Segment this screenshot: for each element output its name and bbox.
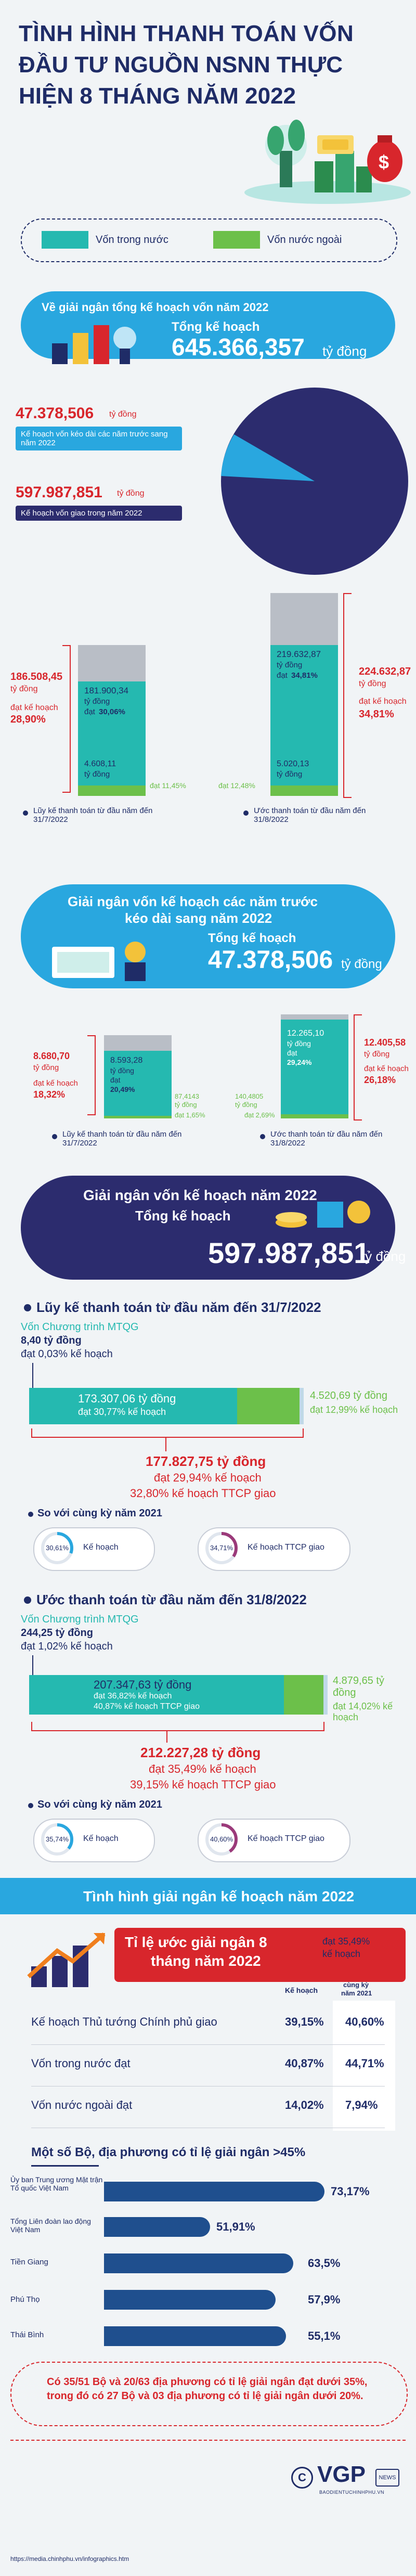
- section2-total-unit: tỷ đồng: [341, 957, 382, 971]
- section1-illustration: [42, 317, 140, 364]
- july-domestic-value: 173.307,06 tỷ đồng: [78, 1392, 176, 1405]
- section5-heading: Một số Bộ, địa phương có tỉ lệ giải ngân >45%: [31, 2145, 306, 2159]
- july-ring2-value: 34,71%: [210, 1544, 233, 1552]
- s2-bar2-foreign-value: 140,4805: [235, 1092, 264, 1100]
- table-col2-header-1: cùng kỳ: [343, 1981, 369, 1989]
- rank-item-4-value: 57,9%: [308, 2293, 341, 2306]
- section1-total-unit: tỷ đồng: [322, 343, 367, 359]
- july-foreign-pct: đạt 12,99% kế hoạch: [310, 1405, 398, 1415]
- rank-item-2-value: 51,91%: [216, 2220, 255, 2233]
- section3-heading: Giải ngân vốn kế hoạch năm 2022: [83, 1187, 317, 1203]
- table-row-1-label: Kế hoạch Thủ tướng Chính phủ giao: [31, 2015, 217, 2028]
- aug-compare-dot: [28, 1803, 33, 1808]
- section4-heading: Tình hình giải ngân kế hoạch năm 2022: [83, 1888, 355, 1904]
- s1-bar2-pct: 34,81%: [359, 709, 394, 720]
- aug-domestic-pct1: đạt 36,82% kế hoạch: [94, 1692, 172, 1701]
- pie-item-2-label: Kế hoạch vốn giao trong năm 2022: [16, 506, 182, 521]
- aug-compare-heading: So với cùng kỳ năm 2021: [37, 1799, 162, 1810]
- aug-mtqg-label: Vốn Chương trình MTQG: [21, 1614, 139, 1625]
- aug-ring2-label: Kế hoạch TTCP giao: [248, 1834, 324, 1843]
- rank-item-2-label: Tổng Liên đoàn lao động Việt Nam: [10, 2217, 91, 2234]
- brand-logo: VGP: [317, 2462, 366, 2487]
- s2-bar2-domestic-unit: tỷ đồng: [287, 1039, 311, 1048]
- s2-bar1-domestic-unit: tỷ đồng: [110, 1066, 134, 1075]
- s2-bar1-total-unit: tỷ đồng: [33, 1063, 59, 1072]
- legend-domestic-swatch: [42, 231, 88, 249]
- section1-total-value: 645.366,357: [172, 333, 305, 360]
- s2-bar1-bracket: [87, 1035, 96, 1115]
- pie-item-1-value: 47.378,506: [16, 405, 94, 422]
- table-row-1-v2: 40,60%: [345, 2015, 384, 2028]
- aug-foreign-value: 4.879,65 tỷ đồng: [333, 1675, 384, 1698]
- july-foreign-value: 4.520,69 tỷ đồng: [310, 1390, 388, 1401]
- estimate-value: đạt 35,49%: [322, 1936, 370, 1947]
- rank-item-1-bar: [104, 2182, 324, 2201]
- july-mtqg-label: Vốn Chương trình MTQG: [21, 1321, 139, 1333]
- pie-item-1-label: Kế hoạch vốn kéo dài các năm trước sang năm 2022: [16, 427, 182, 450]
- pie-item-2-unit: tỷ đồng: [117, 489, 145, 498]
- s2-bar2-bracket: [354, 1014, 362, 1120]
- aug-heading-dot: [24, 1596, 31, 1604]
- july-heading: Lũy kế thanh toán từ đầu năm đến 31/7/2022: [36, 1299, 321, 1315]
- july-mtqg-value: 8,40 tỷ đồng: [21, 1335, 82, 1346]
- aug-bracket-tick: [166, 1730, 167, 1743]
- s1-bar2-domestic-pct: 34,81%: [291, 671, 318, 680]
- estimate-suffix: kế hoạch: [322, 1949, 361, 1959]
- s1-bar1-domestic-pct-label: đạt: [84, 707, 95, 716]
- s2-bar1-total: 8.680,70: [33, 1051, 70, 1061]
- aug-bar-foreign: [284, 1675, 323, 1715]
- money-bag-icon: [367, 135, 402, 182]
- s1-bar2-bracket: [343, 593, 352, 798]
- july-bar-bg: [300, 1388, 304, 1424]
- july-domestic-pct: đạt 30,77% kế hoạch: [78, 1407, 166, 1417]
- brand-news-badge: NEWS: [375, 2469, 399, 2487]
- table-col2-header-2: năm 2021: [341, 1989, 372, 1997]
- section2-illustration: [47, 931, 161, 983]
- s2-bar2-total-unit: tỷ đồng: [364, 1050, 390, 1059]
- s1-bar2-foreign-unit: tỷ đồng: [277, 770, 303, 779]
- july-compare-dot: [28, 1512, 33, 1517]
- july-ring2-label: Kế hoạch TTCP giao: [248, 1543, 324, 1552]
- s2-bar2-foreign: [281, 1114, 348, 1118]
- section1-heading: Về giải ngân tổng kế hoạch vốn năm 2022: [42, 301, 269, 314]
- table-row-1-v1: 39,15%: [285, 2015, 324, 2028]
- rank-item-3-value: 63,5%: [308, 2257, 341, 2270]
- section3-illustration: [270, 1191, 374, 1233]
- aug-total-pct1: đạt 35,49% kế hoạch: [149, 1762, 256, 1775]
- s1-bar2-domestic-unit: tỷ đồng: [277, 661, 303, 669]
- s2-bar1-domestic-value: 8.593,28: [110, 1056, 143, 1065]
- s1-bar2-total-unit: tỷ đồng: [359, 679, 386, 688]
- header-illustration: [224, 104, 411, 208]
- table-row-3-v2: 7,94%: [345, 2098, 378, 2111]
- s2-bar2-foreign-unit: tỷ đồng: [235, 1101, 257, 1109]
- rank-item-5-bar: [104, 2326, 286, 2346]
- s1-bar1-foreign: [78, 785, 146, 796]
- section2-heading-1: Giải ngân vốn kế hoạch các năm trước: [68, 894, 318, 909]
- july-bracket-tick: [165, 1437, 166, 1451]
- growth-arrow-icon: [26, 1930, 109, 1992]
- july-total-pct1: đạt 29,94% kế hoạch: [154, 1471, 262, 1484]
- s1-bar1-total-unit: tỷ đồng: [10, 685, 38, 693]
- table-row-2-label: Vốn trong nước đạt: [31, 2057, 131, 2070]
- pie-item-1-unit: tỷ đồng: [109, 410, 137, 419]
- july-ring1-label: Kế hoạch: [83, 1543, 119, 1552]
- s2-bar1-pct: 18,32%: [33, 1089, 66, 1100]
- s2-bar1-foreign-pct: đạt 1,65%: [175, 1111, 205, 1119]
- copyright-icon: C: [291, 2467, 313, 2489]
- aug-bracket: [31, 1722, 324, 1731]
- rank-item-4-label: Phú Thọ: [10, 2295, 40, 2304]
- s1-bar2-foreign: [270, 785, 338, 796]
- aug-domestic-value: 207.347,63 tỷ đồng: [94, 1678, 192, 1691]
- s1-bar1-pct: 28,90%: [10, 714, 46, 725]
- rank-item-3-label: Tiền Giang: [10, 2258, 48, 2266]
- aug-bar-bg: [323, 1675, 328, 1715]
- s1-bar1-foreign-unit: tỷ đồng: [84, 770, 110, 779]
- s2-bar2-domestic-value: 12.265,10: [287, 1029, 324, 1038]
- section3-total-label: Tổng kế hoạch: [135, 1208, 231, 1223]
- title-line-3: HIỆN 8 THÁNG NĂM 2022: [19, 83, 296, 109]
- s2-bar1-foreign-value: 87,4143: [175, 1092, 199, 1100]
- july-total-value: 177.827,75 tỷ đồng: [146, 1453, 266, 1469]
- s1-bar1-domestic-pct: 30,06%: [99, 707, 125, 716]
- s1-bar1-caption-dot: [23, 810, 28, 816]
- rank-item-4-bar: [104, 2290, 276, 2310]
- s2-bar1-domestic-pct: 20,49%: [110, 1085, 135, 1093]
- s2-bar1-caption-dot: [52, 1134, 57, 1139]
- s1-bar1-domestic-unit: tỷ đồng: [84, 697, 110, 706]
- s2-bar1-pct-label: đạt kế hoạch: [33, 1079, 78, 1088]
- aug-heading: Ước thanh toán từ đầu năm đến 31/8/2022: [36, 1592, 307, 1607]
- footer-source: https://media.chinhphu.vn/infographics.htm: [10, 2555, 129, 2562]
- pie-item-2-value: 597.987,851: [16, 484, 102, 501]
- s2-bar1-foreign: [104, 1116, 172, 1118]
- aug-foreign-pct: đạt 14,02% kế hoạch: [333, 1701, 393, 1722]
- table-row-3-label: Vốn nước ngoài đạt: [31, 2098, 133, 2111]
- table-row-3-v1: 14,02%: [285, 2098, 324, 2111]
- s2-bar2-total: 12.405,58: [364, 1037, 406, 1048]
- table-col1-header: Kế hoạch: [285, 1986, 318, 1994]
- aug-ring1-label: Kế hoạch: [83, 1834, 119, 1843]
- aug-ring1-value: 35,74%: [46, 1835, 69, 1843]
- rank-item-2-bar: [104, 2217, 210, 2237]
- aug-mtqg-value: 244,25 tỷ đồng: [21, 1627, 93, 1639]
- s2-bar1-caption: Lũy kế thanh toán từ đầu năm đến 31/7/2022: [62, 1130, 182, 1148]
- section2-total-label: Tổng kế hoạch: [208, 931, 296, 945]
- s1-bar1-pct-label: đạt kế hoạch: [10, 703, 58, 712]
- s2-bar2-pct: 26,18%: [364, 1075, 396, 1085]
- section3-total-value: 597.987,851: [208, 1237, 370, 1269]
- estimate-label-1: Tỉ lệ ước giải ngân 8: [125, 1934, 267, 1950]
- july-ring1-value: 30,61%: [46, 1544, 69, 1552]
- coin-stack-icon: [315, 151, 372, 192]
- s1-bar1-bracket: [62, 645, 71, 793]
- estimate-label-2: tháng năm 2022: [151, 1953, 261, 1969]
- section3-total-unit: tỷ đồng: [361, 1248, 406, 1264]
- legend-domestic-label: Vốn trong nước: [96, 234, 168, 246]
- s1-bar2-foreign-pct: đạt 12,48%: [218, 781, 255, 790]
- s1-bar1-domestic-value: 181.900,34: [84, 686, 129, 695]
- svg-text:$: $: [379, 151, 389, 173]
- title-line-2: ĐẦU TƯ NGUỒN NSNN THỰC: [19, 52, 343, 78]
- rank-item-1-value: 73,17%: [331, 2185, 370, 2198]
- s2-bar2-domestic-pct-label: đạt: [287, 1049, 297, 1057]
- july-mtqg-line: [32, 1363, 33, 1389]
- s2-bar2-domestic-pct: 29,24%: [287, 1058, 312, 1066]
- s1-bar1-total: 186.508,45: [10, 671, 63, 682]
- section5-underline: [31, 2165, 99, 2167]
- s2-bar1-foreign-unit: tỷ đồng: [175, 1101, 197, 1109]
- s1-bar1-foreign-pct: đạt 11,45%: [150, 781, 186, 790]
- aug-total-value: 212.227,28 tỷ đồng: [140, 1745, 261, 1760]
- s2-bar2-foreign-pct: đạt 2,69%: [244, 1111, 275, 1119]
- legend-foreign-swatch: [213, 231, 260, 249]
- s1-bar1-caption: Lũy kế thanh toán từ đầu năm đến 31/7/2022: [33, 806, 153, 824]
- section2-total-value: 47.378,506: [208, 946, 333, 974]
- s1-bar2-pct-label: đạt kế hoạch: [359, 697, 407, 706]
- s1-bar2-total: 224.632,87: [359, 666, 411, 677]
- title-line-1: TÌNH HÌNH THANH TOÁN VỐN: [19, 21, 354, 46]
- aug-ring2-value: 40,60%: [210, 1835, 233, 1843]
- july-compare-heading: So với cùng kỳ năm 2021: [37, 1508, 162, 1519]
- section1-total-label: Tổng kế hoạch: [172, 320, 260, 334]
- table-row-2-v1: 40,87%: [285, 2057, 324, 2070]
- july-total-pct2: 32,80% kế hoạch TTCP giao: [130, 1487, 276, 1500]
- rank-item-5-label: Thái Bình: [10, 2330, 44, 2339]
- rank-item-1-label: Ủy ban Trung ương Mặt trận Tổ quốc Việt Nam: [10, 2175, 103, 2192]
- july-bar-foreign: [237, 1388, 300, 1424]
- note-text: Có 35/51 Bộ và 20/63 địa phương có tỉ lệ giải ngân đạt dưới 35%, trong đó có 27 Bộ và 03 địa phương có tỉ lệ giải ngân dưới 20%.: [47, 2376, 368, 2402]
- aug-domestic-pct2: 40,87% kế hoạch TTCP giao: [94, 1702, 200, 1711]
- rank-item-3-bar: [104, 2253, 293, 2273]
- table-divider-1: [31, 2044, 385, 2045]
- aug-mtqg-line: [32, 1655, 33, 1676]
- brand-subtitle: BAODIENTUCHINHPHU.VN: [319, 2490, 385, 2495]
- july-mtqg-pct: đạt 0,03% kế hoạch: [21, 1348, 113, 1360]
- section1-pie-chart: [218, 385, 411, 577]
- legend-foreign-label: Vốn nước ngoài: [267, 234, 342, 246]
- s2-bar2-caption: Ước thanh toán từ đầu năm đến 31/8/2022: [270, 1130, 383, 1148]
- s2-bar2-caption-dot: [260, 1134, 265, 1139]
- july-bracket: [31, 1428, 304, 1438]
- aug-mtqg-pct: đạt 1,02% kế hoạch: [21, 1641, 113, 1652]
- s1-bar2-foreign-value: 5.020,13: [277, 759, 309, 768]
- rank-item-5-value: 55,1%: [308, 2329, 341, 2342]
- s1-bar2-domestic-value: 219.632,87: [277, 649, 321, 659]
- table-row-2-v2: 44,71%: [345, 2057, 384, 2070]
- s1-bar2-domestic-pct-label: đạt: [277, 671, 288, 680]
- banknote-icon: [317, 135, 354, 154]
- s2-bar1-domestic-pct-label: đạt: [110, 1076, 121, 1084]
- s2-bar2-pct-label: đạt kế hoạch: [364, 1064, 409, 1073]
- section2-heading-2: kéo dài sang năm 2022: [125, 910, 272, 926]
- footer-dashed-line: [10, 2440, 406, 2441]
- s1-bar2-caption: Ước thanh toán từ đầu năm đến 31/8/2022: [254, 806, 366, 824]
- s1-bar1-foreign-value: 4.608,11: [84, 759, 116, 768]
- july-heading-dot: [24, 1304, 31, 1311]
- s1-bar2-caption-dot: [243, 810, 249, 816]
- aug-total-pct2: 39,15% kế hoạch TTCP giao: [130, 1778, 276, 1791]
